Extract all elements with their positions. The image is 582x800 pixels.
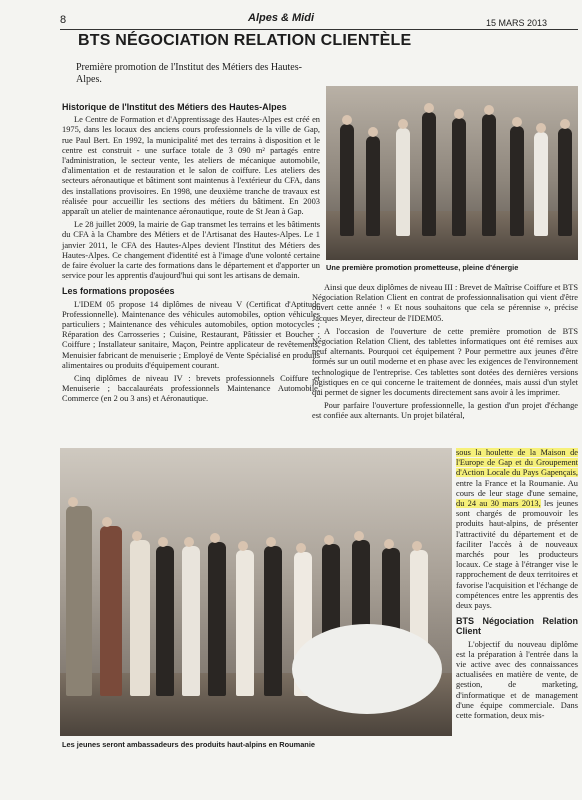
- courses-paragraph-2: Cinq diplômes de niveau IV : brevets professionnels Coiffure et Menuiserie ; baccalauréats professionnels Maintenance Automobile, Commerce (en 2 ou 3 ans) et Aéronautique.: [62, 374, 320, 404]
- section-heading-history: Historique de l'Institut des Métiers des Hautes-Alpes: [62, 102, 287, 112]
- right-paragraph-3: Pour parfaire l'ouverture professionnelle, la gestion d'un projet d'échange est confiée aux alternants. Un projet bilatéral,: [312, 401, 578, 421]
- person-figure: [264, 546, 282, 696]
- header-rule: [60, 29, 578, 30]
- person-figure: [482, 114, 496, 236]
- right-column: [312, 283, 578, 422]
- article-title: BTS NÉGOCIATION RELATION CLIENTÈLE: [78, 32, 412, 49]
- highlighted-text: sous la houlette de la Maison de l'Europe de Gap et du Groupement d'Action Locale du Pays Gapençais,: [456, 448, 578, 478]
- person-figure: [340, 124, 354, 236]
- side-text-2: les jeunes sont chargés de promouvoir les produits haut-alpins, de présenter l'attractivité du département et de faciliter l'accès à de nouveaux marchés pour les producteurs locaux. Ce stage à l'étranger vise le rapprochement de deux territoires et favorise l'acquisition et l'échange de compétences entre les apprentis des deux pays.: [456, 499, 579, 611]
- person-figure: [510, 126, 524, 236]
- person-figure: [236, 550, 254, 696]
- person-figure: [66, 506, 92, 696]
- highlighted-dates: du 24 au 30 mars 2013,: [456, 499, 541, 509]
- person-figure: [534, 132, 548, 236]
- right-paragraph-1: Ainsi que deux diplômes de niveau III : Brevet de Maîtrise Coiffure et BTS Négociation Relation Client en contrat de professionnalisation qui vient d'être ouvert cette année ! « Et nous souhaitons que cela se pérennise », précise Jacques Meyer, directeur de l'IDEM05.: [312, 283, 578, 323]
- photo-caption-2: Les jeunes seront ambassadeurs des produits haut-alpins en Roumanie: [62, 740, 315, 749]
- side-heading: BTS Négociation Relation Client: [456, 616, 578, 637]
- person-figure: [130, 540, 150, 696]
- group-photo: [326, 86, 578, 260]
- left-column: [62, 102, 320, 405]
- person-figure: [100, 526, 122, 696]
- page-number: 8: [60, 14, 67, 26]
- event-photo: [60, 448, 452, 736]
- history-paragraph-1: Le Centre de Formation et d'Apprentissage des Hautes-Alpes est créé en 1975, dans les locaux des anciens cours professionnels de la ville de Gap, rue Paul Bert. En 1992, la municipalité met des terrains à disposition et le centre est construit - une surface totale de 3 090 m² partagés entre l'administration, le secteur vente, les ateliers de mécanique automobile, d'alimentation et de restauration et le salon de coiffure. Les ateliers des secteurs aéronautique et bâtiment sont maintenus à l'extérieur du CFA, dans des installations provisoires. En 1998, une deuxième tranche de travaux est réalisée pour accueillir les sections des métiers du bâtiment. En 2003 apparaît un atelier de maintenance aéronautique, route de St Jean à Gap.: [62, 115, 320, 217]
- section-heading-courses: Les formations proposées: [62, 286, 175, 297]
- person-figure: [366, 136, 380, 236]
- publication-logo: Alpes & Midi: [248, 12, 315, 24]
- right-paragraph-2: A l'occasion de l'ouverture de cette première promotion de BTS Négociation Relation Client, des tablettes informatiques ont été remises aux neuf alternants. Pourquoi cet équipement ? Pour permettre aux jeunes d'être formés sur un outil moderne et en phase avec les exigences de l'environnement technologique de l'entreprise. Ces tablettes sont dotées des dernières versions logistiques en ce qui concerne le traitement de données, mais aussi d'un stylet qui permet de signer les documents directement sans avoir à les imprimer.: [312, 326, 578, 398]
- person-figure: [208, 542, 226, 696]
- reception-table: [292, 624, 442, 714]
- side-paragraph-1: [456, 448, 578, 611]
- article-intro: Première promotion de l'Institut des Métiers des Hautes-Alpes.: [76, 62, 302, 85]
- person-figure: [558, 128, 572, 236]
- person-figure: [396, 128, 410, 236]
- side-column: [456, 448, 578, 721]
- person-figure: [452, 118, 466, 236]
- person-figure: [422, 112, 436, 236]
- photo-caption-1: Une première promotion prometteuse, pleine d'énergie: [326, 263, 519, 272]
- issue-date: 15 MARS 2013: [486, 18, 548, 28]
- history-paragraph-2: Le 28 juillet 2009, la mairie de Gap transmet les terrains et les bâtiments du CFA à la Chambre des Métiers et de l'Artisanat des Hautes-Alpes. Le 1 janvier 2011, le CFA des Hautes-Alpes devient l'Institut des Métiers des Hautes-Alpes. Ce changement d'identité est à l'image d'une volonté certaine de faire évoluer la carte des formations dans le département et d'apporter un service pour les apprentis d'aujourd'hui qui sont les artisans de demain.: [62, 220, 320, 281]
- courses-paragraph-1: L'IDEM 05 propose 14 diplômes de niveau V (Certificat d'Aptitude Professionnelle). Maintenance des véhicules automobiles, option véhicules particuliers ; Maintenance des véhicules automobiles, option motocycles ; Réparation des Carrosseries ; Cuisine, Restaurant, Pâtissier et Boucher ; Coiffure ; Installateur sanitaire, Maçon, Peintre applicateur de revêtements, Menuisier fabricant de menuiserie ; Employé de Vente Spécialisé en produits alimentaires ou produits d'équipement courant.: [62, 299, 320, 370]
- side-paragraph-2: L'objectif du nouveau diplôme est la préparation à l'entrée dans la vie active avec des connaissances actualisées en matière de vente, de gestion, de marketing, d'informatique et de management d'une équipe commerciale. Dans cette formation, deux mis-: [456, 639, 578, 721]
- side-text: entre la France et la Roumanie. Au cours de leur stage d'une semaine,: [456, 478, 578, 498]
- person-figure: [156, 546, 174, 696]
- person-figure: [182, 546, 200, 696]
